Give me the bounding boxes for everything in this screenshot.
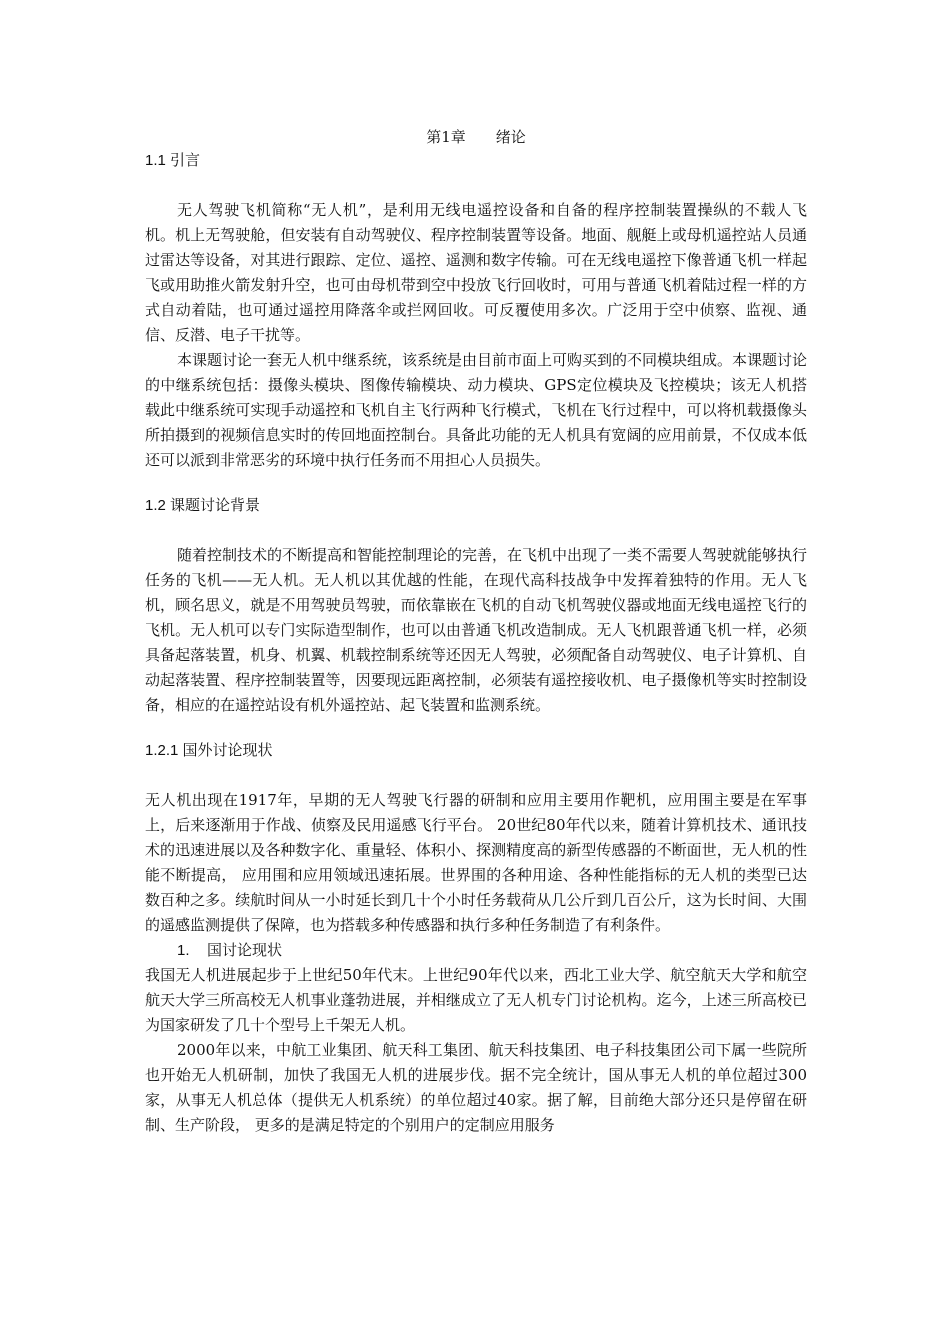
paragraph-foreign-status-1: 无人机出现在1917年，早期的无人驾驶飞行器的研制和应用主要用作靶机，应用围主要是在军事上，后来逐渐用于作战、侦察及民用遥感飞行平台。 20世纪80年代以来，随着计算机技术、通讯技术的迅速进展以及各种数字化、重量轻、体积小、探测精度高的新型传感器的不断面世，无人机的性能不断提高， 应用围和应用领域迅速拓展。世界围的各种用途、各种性能指标的无人机的类型已达数百种之多。续航时间从一小时延长到几十个小时任务载荷从几公斤到几百公斤，这为长时间、大围的遥感监测提供了保障，也为搭载多种传感器和执行多种任务制造了有利条件。 [145, 791, 807, 934]
paragraph-intro-1: 无人驾驶飞机简称“无人机”，是利用无线电遥控设备和自备的程序控制装置操纵的不载人飞机。机上无驾驶舱，但安装有自动驾驶仪、程序控制装置等设备。地面、舰艇上或母机遥控站人员通过雷达等设备，对其进行跟踪、定位、遥控、遥测和数字传输。可在无线电遥控下像普通飞机一样起飞或用助推火箭发射升空，也可由母机带到空中投放飞行回收时，可用与普通飞机着陆过程一样的方式自动着陆，也可通过遥控用降落伞或拦网回收。可反覆使用多次。广泛用于空中侦察、监视、通信、反潜、电子干扰等。 [145, 201, 807, 344]
paragraph-domestic-1: 我国无人机进展起步于上世纪50年代末。上世纪90年代以来，西北工业大学、航空航天大学和航空航天大学三所高校无人机事业蓬勃进展，并相继成立了无人机专门讨论机构。迄今，上述三所高校已为国家研发了几十个型号上千架无人机。 [145, 966, 807, 1034]
blank-line [145, 172, 807, 198]
blank-line [145, 473, 807, 495]
list-marker: 1. [177, 942, 190, 959]
list-item-domestic-status [145, 938, 807, 963]
list-item-label: 国讨论现状 [207, 941, 283, 959]
paragraph-intro-2: 本课题讨论一套无人机中继系统，该系统是由目前市面上可购买到的不同模块组成。本课题讨论的中继系统包括：摄像头模块、图像传输模块、动力模块、GPS定位模块及飞控模块；该无人机搭载此中继系统可实现手动遥控和飞机自主飞行两种飞行模式，飞机在飞行过程中，可以将机载摄像头所拍摄到的视频信息实时的传回地面控制台。具备此功能的无人机具有宽阔的应用前景，不仅成本低还可以派到非常恶劣的环境中执行任务而不用担心人员损失。 [145, 351, 808, 469]
section-heading-1-2-1: 1.2.1 国外讨论现状 [145, 742, 273, 759]
paragraph-domestic-2: 2000年以来，中航工业集团、航天科工集团、航天科技集团、电子科技集团公司下属一些院所也开始无人机研制，加快了我国无人机的进展步伐。据不完全统计，国从事无人机的单位超过300家，从事无人机总体（提供无人机系统）的单位超过40家。据了解，目前绝大部分还只是停留在研制、生产阶段， 更多的是满足特定的个别用户的定制应用服务 [145, 1041, 807, 1134]
section-heading-1-2: 1.2 课题讨论背景 [145, 497, 261, 514]
blank-line [145, 718, 807, 740]
paragraph-background-1: 随着控制技术的不断提高和智能控制理论的完善，在飞机中出现了一类不需要人驾驶就能够执行任务的飞机——无人机。无人机以其优越的性能，在现代高科技战争中发挥着独特的作用。无人飞机，顾名思义，就是不用驾驶员驾驶，而依靠嵌在飞机的自动飞机驾驶仪器或地面无线电遥控飞行的飞机。无人机可以专门实际造型制作，也可以由普通飞机改造制成。无人飞机跟普通飞机一样，必须具备起落装置，机身、机翼、机载控制系统等还因无人驾驶，必须配备自动驾驶仪、电子计算机、自动起落装置、程序控制装置等，因要现远距离控制，必须装有遥控接收机、电子摄像机等实时控制设备，相应的在遥控站设有机外遥控站、起飞装置和监测系统。 [145, 546, 808, 714]
page-content [145, 126, 807, 1138]
blank-line [145, 762, 807, 788]
chapter-title: 第1章 绪论 [426, 128, 526, 146]
section-heading-1-1: 1.1 引言 [145, 152, 201, 169]
blank-line [145, 517, 807, 543]
